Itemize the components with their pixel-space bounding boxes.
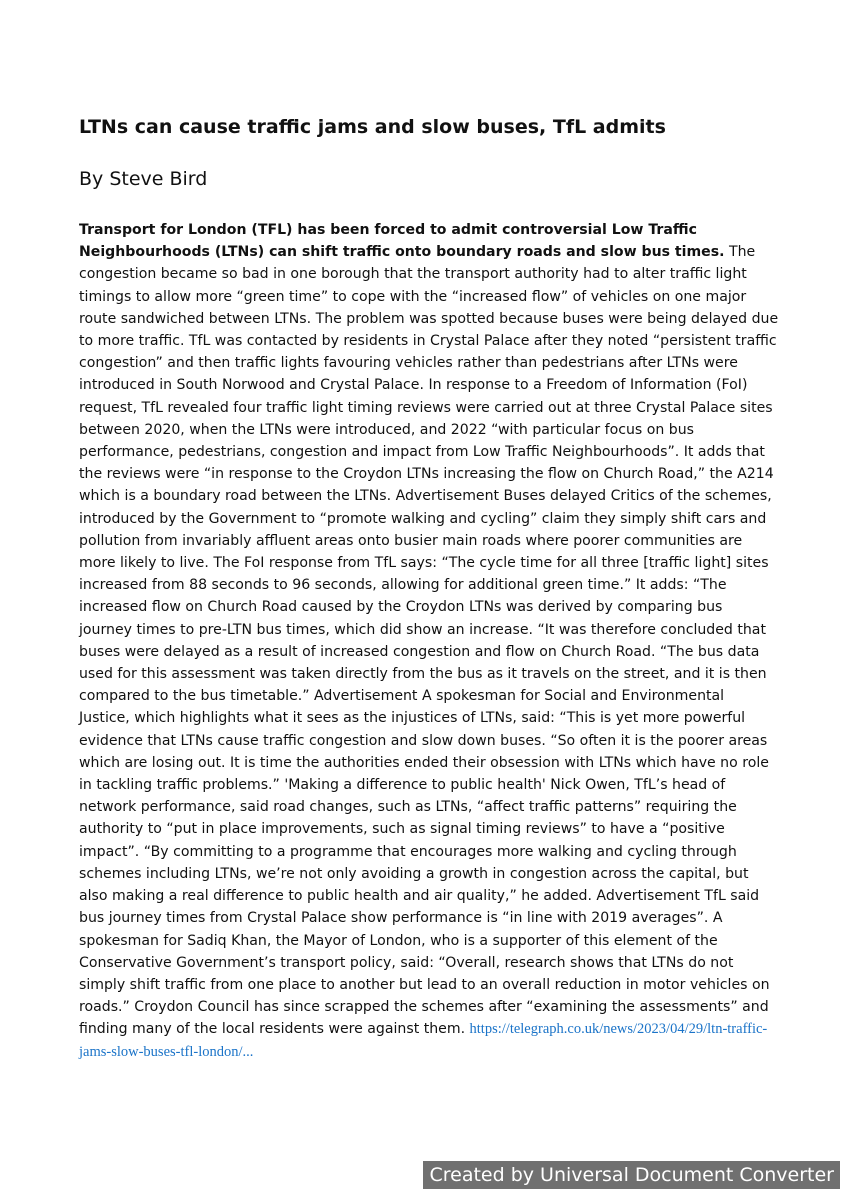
article-title: LTNs can cause traffic jams and slow buses, TfL admits (79, 116, 666, 138)
converter-watermark: Created by Universal Document Converter (423, 1161, 840, 1189)
source-link[interactable]: https://telegraph.co.uk/news/2023/04/29/ltn-traffic-jams-slow-buses-tfl-london/... (79, 1021, 768, 1060)
article-body (79, 219, 779, 1063)
article-lead: Transport for London (TFL) has been forced to admit controversial Low Traffic Neighbourhoods (LTNs) can shift traffic onto boundary roads and slow bus times. (79, 222, 725, 261)
article-body-text: The congestion became so bad in one borough that the transport authority had to alter traffic light timings to allow more “green time” to cope with the “increased flow” of vehicles on one major route sandwiched between LTNs. The problem was spotted because buses were being delayed due to more traffic. TfL was contacted by residents in Crystal Palace after they noted “persistent traffic congestion” and then traffic lights favouring vehicles rather than pedestrians after LTNs were introduced in South Norwood and Crystal Palace. In response to a Freedom of Information (FoI) request, TfL revealed four traffic light timing reviews were carried out at three Crystal Palace sites between 2020, when the LTNs were introduced, and 2022 “with particular focus on bus performance, pedestrians, congestion and impact from Low Traffic Neighbourhoods”. It adds that the reviews were “in response to the Croydon LTNs increasing the flow on Church Road,” the A214 which is a boundary road between the LTNs. Advertisement Buses delayed Critics of the schemes, introduced by the Government to “promote walking and cycling” claim they simply shift cars and pollution from invariably affluent areas onto busier main roads where poorer communities are more likely to live. The FoI response from TfL says: “The cycle time for all three [traffic light] sites increased from 88 seconds to 96 seconds, allowing for additional green time.” It adds: “The increased flow on Church Road caused by the Croydon LTNs was derived by comparing bus journey times to pre-LTN bus times, which did show an increase. “It was therefore concluded that buses were delayed as a result of increased congestion and flow on Church Road. “The bus data used for this assessment was taken directly from the bus as it travels on the street, and it is then compared to the bus timetable.” Advertisement A spokesman for Social and Environmental Justice, which highlights what it sees as the injustices of LTNs, said: “This is yet more powerful evidence that LTNs cause traffic congestion and slow down buses. “So often it is the poorer areas which are losing out. It is time the authorities ended their obsession with LTNs which have no role in tackling traffic problems.” 'Making a difference to public health' Nick Owen, TfL’s head of network performance, said road changes, such as LTNs, “affect traffic patterns” requiring the authority to “put in place improvements, such as signal timing reviews” to have a “positive impact”. “By committing to a programme that encourages more walking and cycling through schemes including LTNs, we’re not only avoiding a growth in congestion across the capital, but also making a real difference to public health and air quality,” he added. Advertisement TfL said bus journey times from Crystal Palace show performance is “in line with 2019 averages”. A spokesman for Sadiq Khan, the Mayor of London, who is a supporter of this element of the Conservative Government’s transport policy, said: “Overall, research shows that LTNs do not simply shift traffic from one place to another but lead to an overall reduction in motor vehicles on roads.” Croydon Council has since scrapped the schemes after “examining the assessments” and finding many of the local residents were against them. (79, 244, 779, 1038)
article-byline: By Steve Bird (79, 168, 208, 190)
